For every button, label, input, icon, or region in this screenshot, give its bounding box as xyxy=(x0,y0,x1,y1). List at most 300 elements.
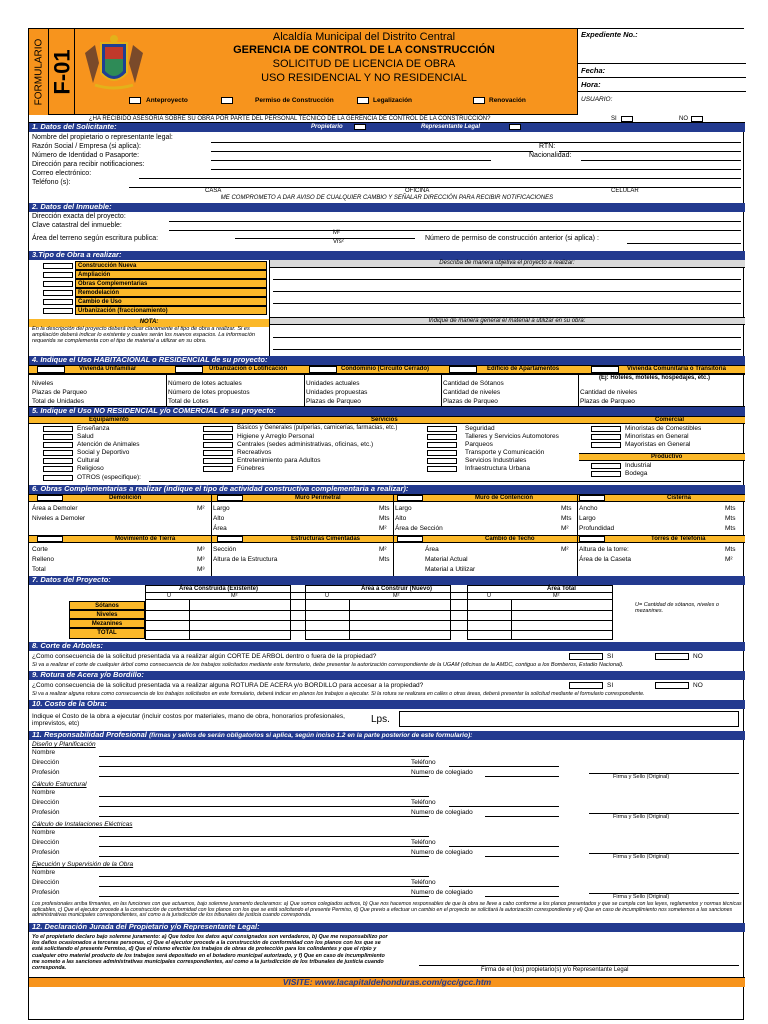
s6-h-demolicion: Demolición xyxy=(109,495,142,501)
header-title-4: USO RESIDENCIAL Y NO RESIDENCIAL xyxy=(261,71,467,84)
s9-note: Si va a realizar alguna rotura como consecuencia de los trabajos solicitados en este formulario, deberá indicar en planos los trabajos a ejecutar. Si la rotura se realizara en calles o otras áreas, deberá presentar la solicitud mediante el formulario correspondiente. xyxy=(32,691,645,697)
asesoria-no-checkbox[interactable] xyxy=(691,116,703,122)
section-7-bar xyxy=(29,576,745,585)
s6-unit: M² xyxy=(379,546,387,553)
s11-direccion: Dirección xyxy=(32,839,60,846)
s3-type-label: Construcción Nueva xyxy=(78,263,137,269)
section-10-bar xyxy=(29,700,745,709)
s5-sv1-checkbox[interactable] xyxy=(203,466,233,472)
s6-unit: Mts xyxy=(379,556,390,563)
s7-u: U xyxy=(325,593,329,599)
s11-group-title: Ejecución y Supervisión de la Obra xyxy=(32,861,134,868)
s1-field-telefono: Teléfono (s): xyxy=(32,179,71,186)
s3-type-label: Cambio de Uso xyxy=(78,299,122,305)
section-3-title: 3.Tipo de Obra a realizar: xyxy=(32,250,122,259)
s6-unit: Mts xyxy=(379,515,390,522)
s5-eq-checkbox[interactable] xyxy=(43,434,73,440)
s5-sv2-checkbox[interactable] xyxy=(427,426,457,432)
s6-mov-checkbox[interactable] xyxy=(37,536,63,542)
s11-direccion: Dirección xyxy=(32,879,60,886)
s5-prod-checkbox[interactable] xyxy=(591,471,621,477)
section-4-bar xyxy=(29,356,745,365)
s3-describe-line[interactable] xyxy=(273,291,741,292)
section-4-title: 4. Indique el Uso HABITACIONAL o RESIDENCIAL de su proyecto: xyxy=(32,355,268,364)
s3-type-item xyxy=(75,279,267,288)
s6-h-techo: Cambio de Techo xyxy=(485,536,535,542)
section-1-bar xyxy=(29,123,745,132)
s8-si-checkbox[interactable] xyxy=(569,653,603,660)
s7-h2: Área a Construir (Nuevo) xyxy=(361,586,433,592)
s1-field-nombre: Nombre del propietario o representante legal: xyxy=(32,134,173,141)
s1-field-identidad: Número de Identidad o Pasaporte: xyxy=(32,152,140,159)
asesoria-si-checkbox[interactable] xyxy=(621,116,633,122)
s4-col-label: Urbanización o Lotificación xyxy=(209,366,288,372)
s3-type-label: Remodelación xyxy=(78,290,120,296)
s6-dem-checkbox[interactable] xyxy=(37,495,63,501)
s2-input-direccion[interactable] xyxy=(169,221,741,222)
s5-h-comercial: Comercial xyxy=(655,417,685,423)
permiso-label: Permiso de Construcción xyxy=(255,97,334,104)
s5-eq-label: Cultural xyxy=(77,457,100,464)
s11-colegiado: Numero de colegiado xyxy=(411,889,473,896)
s6-unit: Mts xyxy=(725,515,736,522)
s7-h1: Área Construida (Existente) xyxy=(179,586,259,592)
section-9-bar xyxy=(29,671,745,680)
s3-material-line[interactable] xyxy=(273,349,741,350)
s1-input-razon[interactable] xyxy=(211,151,533,152)
hora-label: Hora: xyxy=(581,80,601,89)
celular-label: CELULAR xyxy=(611,188,639,194)
s11-profesion: Profesión xyxy=(32,769,60,776)
s5-com-label: Minoristas de Comestibles xyxy=(625,425,702,432)
asesoria-no-label: NO xyxy=(679,116,688,122)
s4-grid xyxy=(29,374,745,407)
s5-sv2-label: Talleres y Servicios Automotores xyxy=(465,433,559,440)
s4-col-checkbox[interactable] xyxy=(175,366,203,373)
s4-c5-row: Cantidad de niveles xyxy=(580,389,638,396)
s3-type-checkbox[interactable] xyxy=(43,263,73,269)
s3-type-checkbox[interactable] xyxy=(43,272,73,278)
s7-row-text: Niveles xyxy=(96,612,118,618)
s4-c2-row: Número de lotes propuestos xyxy=(168,389,250,396)
s11-input[interactable] xyxy=(99,796,429,797)
s3-nota-text: En la descripción del proyecto deberá indicar claramente el tipo de obra a realizar. Si es ampliación deberá indicar lo existente y cuales serán los nuevos espacios. La información requerida se complementa con el tipo de material a utilizar en su obra. xyxy=(32,326,255,344)
propietario-label: Propietario xyxy=(311,124,343,130)
s12-signature-line[interactable] xyxy=(419,965,739,966)
s6-mov-row: Total xyxy=(32,566,46,573)
s9-si-checkbox[interactable] xyxy=(569,682,603,689)
s5-sv1-checkbox[interactable] xyxy=(203,426,233,432)
header-titles xyxy=(149,31,579,85)
s8-question: ¿Como consecuencia de la solicitud presentada va a realizar algún CORTE DE ARBOL dentro o fuera de la propiedad? xyxy=(32,653,377,660)
s3-type-label: Ampliación xyxy=(78,272,111,278)
s6-cis-row: Largo xyxy=(579,515,596,522)
s5-sv2-label: Transporte y Comunicación xyxy=(465,449,545,456)
s2-permiso-label: Número de permiso de construcción anterior (si aplica) : xyxy=(425,235,599,242)
s5-sv2-checkbox[interactable] xyxy=(427,458,457,464)
representante-checkbox[interactable] xyxy=(509,124,521,130)
s6-mov-row: Corte xyxy=(32,546,48,553)
s5-prod-label: Industrial xyxy=(625,462,652,469)
s3-type-item xyxy=(75,261,267,270)
s11-input[interactable] xyxy=(99,846,429,847)
s6-est-row: Sección xyxy=(213,546,237,553)
expediente-label: Expediente No.: xyxy=(581,30,638,39)
s3-type-label: Urbanización (fraccionamiento) xyxy=(78,308,168,314)
s5-com-label: Mayoristas en General xyxy=(625,441,691,448)
anteproyecto-label: Anteproyecto xyxy=(146,97,188,104)
s3-type-checkbox[interactable] xyxy=(43,281,73,287)
s5-eq-checkbox[interactable] xyxy=(43,450,73,456)
s11-input[interactable] xyxy=(99,836,429,837)
s7-row-label xyxy=(69,619,145,628)
s6-muro-row: Área xyxy=(213,525,227,532)
header-title-1: Alcaldía Municipal del Distrito Central xyxy=(272,31,456,43)
section-11-note: (firmas y sellos de serán obligatorios si aplica, según inciso 1.2 en la parte posterior de este formulario): xyxy=(149,732,473,739)
s5-sv2-checkbox[interactable] xyxy=(427,442,457,448)
s6-h-movimiento: Movimiento de Tierra xyxy=(115,536,176,542)
s6-est-row: Altura de la Estructura xyxy=(213,556,278,563)
s8-si-label: SI xyxy=(607,653,614,660)
s11-group-title: Cálculo de Instalaciones Eléctricas xyxy=(32,821,133,828)
legalizacion-label: Legalización xyxy=(373,97,413,104)
s3-type-item xyxy=(75,270,267,279)
s5-eq-label: Atención de Animales xyxy=(77,441,140,448)
s11-input[interactable] xyxy=(485,776,559,777)
s6-cont-row: Largo xyxy=(395,505,412,512)
usuario-label: USUARIO: xyxy=(581,96,613,103)
s11-colegiado: Numero de colegiado xyxy=(411,769,473,776)
s7-m2: M² xyxy=(393,593,400,599)
s5-com-label: Minoristas en General xyxy=(625,433,689,440)
s11-input[interactable] xyxy=(99,776,429,777)
s9-no-checkbox[interactable] xyxy=(655,682,689,689)
s11-profesion: Profesión xyxy=(32,849,60,856)
s11-input[interactable] xyxy=(449,886,559,887)
s3-material-line[interactable] xyxy=(273,337,741,338)
s5-prod-label: Bodega xyxy=(625,470,648,477)
s5-eq-checkbox[interactable] xyxy=(43,426,73,432)
s5-sv1-label: Centrales (sedes administrativas, oficinas, etc.) xyxy=(237,441,374,448)
s6-h-contencion: Muro de Contención xyxy=(475,495,533,501)
s3-type-checkbox[interactable] xyxy=(43,299,73,305)
s11-profesion: Profesión xyxy=(32,889,60,896)
rtn-label: RTN: xyxy=(539,143,556,150)
s10-cost-input[interactable] xyxy=(399,711,739,727)
s11-legal-text: Los profesionales arriba firmantes, en las funciones con que actuamos, bajo solemne juramento declaramos: a) Que somos colegiados activos, b) Que nos hacemos responsables de que la obra se lleve a cabo conforme a los planos presentados y que se cumpla con las leyes, reglamentos y normas técnicas aplicables, c) Que el ejecutor procede a la construcción de conformidad con los planos con los que se está solicitando el presente Permiso, d) Que previo a efectuar un cambio en el proyecto se solicitará la autorización correspondiente y el) Que en caso de incumplimiento nos sometemos a las sanciones administrativas municipales correspondientes, así como a la jurisdicción de los tribunales de justicia cuando corresponda. xyxy=(32,901,742,919)
s6-techo-checkbox[interactable] xyxy=(397,536,423,542)
s1-input-direccion[interactable] xyxy=(211,169,741,170)
s9-question: ¿Como consecuencia de la solicitud presentada va a realizar alguna ROTURA DE ACERA y/o BORDILLO para accesar a la propiedad? xyxy=(32,682,424,689)
fecha-label: Fecha: xyxy=(581,66,606,75)
oficina-label: OFICINA xyxy=(405,188,430,194)
s6-dem-row: Área a Demoler xyxy=(32,505,78,512)
s11-nombre: Nombre xyxy=(32,789,56,796)
s7-row-text: TOTAL xyxy=(97,630,117,636)
s11-input[interactable] xyxy=(449,846,559,847)
section-6-bar xyxy=(29,485,745,494)
s5-prod-checkbox[interactable] xyxy=(591,463,621,469)
s11-input[interactable] xyxy=(485,896,559,897)
s3-type-checkbox[interactable] xyxy=(43,290,73,296)
section-3-bar xyxy=(29,251,745,260)
s11-input[interactable] xyxy=(99,816,429,817)
s11-input[interactable] xyxy=(99,806,429,807)
municipal-crest-icon xyxy=(81,33,147,91)
s11-input[interactable] xyxy=(99,896,429,897)
s5-h-servicios: Servicios xyxy=(371,417,398,423)
s4-c4-row: Cantidad de Sótanos xyxy=(443,380,504,387)
s6-muro-checkbox[interactable] xyxy=(217,495,243,501)
s8-no-label: NO xyxy=(693,653,703,660)
s6-tech-row: Material a Utilizar xyxy=(425,566,476,573)
s5-sv1-label: Fúnebres xyxy=(237,465,265,472)
asesoria-question: ¿HA RECIBIDO ASESORIA SOBRE SU OBRA POR PARTE DEL PERSONAL TECNICO DE LA GERENCIA DE CONTROL DE LA CONSTRUCCION? xyxy=(89,116,491,122)
section-1-title: 1. Datos del Solicitante: xyxy=(32,122,117,131)
footer-visit-link[interactable]: VISITE: www.lacapitaldehonduras.com/gcc/gcc.htm xyxy=(282,977,492,987)
s5-sv1-label: Básicos y Generales (pulperías, carnicerías, farmacias, etc.) xyxy=(237,425,398,431)
s6-unit: M² xyxy=(561,546,569,553)
s1-input-correo[interactable] xyxy=(139,178,741,179)
s6-unit: Mts xyxy=(725,525,736,532)
s11-firma-label: Firma y Sello (Original) xyxy=(613,894,670,900)
s11-nombre: Nombre xyxy=(32,869,56,876)
s4-c2-row: Número de lotes actuales xyxy=(168,380,242,387)
s6-unit: M² xyxy=(561,525,569,532)
form-vertical-label: FORMULARIO xyxy=(32,38,44,106)
s7-u: U xyxy=(487,593,491,599)
s4-c1-row: Total de Unidades xyxy=(32,398,85,405)
s6-unit: M² xyxy=(197,505,205,512)
s5-sv1-checkbox[interactable] xyxy=(203,458,233,464)
s4-col-label: Edificio de Apartamentos xyxy=(487,366,560,372)
form-vertical-label-box xyxy=(29,29,49,115)
s5-h-productivo: Productivo xyxy=(651,454,683,460)
s3-nota-label: NOTA: xyxy=(29,319,269,327)
form-code: F-01 xyxy=(48,49,74,95)
s4-col-checkbox[interactable] xyxy=(591,366,619,373)
s6-unit: M² xyxy=(379,525,387,532)
representante-label: Representante Legal xyxy=(421,124,481,130)
s5-eq-label: Social y Deportivo xyxy=(77,449,130,456)
section-9-title: 9. Rotura de Acera y/o Bordillo: xyxy=(32,670,144,679)
s5-sv2-checkbox[interactable] xyxy=(427,450,457,456)
s5-eq-checkbox[interactable] xyxy=(43,442,73,448)
s5-otros-input[interactable] xyxy=(149,481,741,482)
casa-label: CASA xyxy=(205,188,222,194)
registry-box xyxy=(577,29,745,115)
s11-input[interactable] xyxy=(99,876,429,877)
section-5-title: 5. Indique el Uso NO RESIDENCIAL y/o COMERCIAL de su proyecto: xyxy=(32,406,276,415)
s6-unit: M³ xyxy=(197,556,205,563)
legalizacion-checkbox[interactable] xyxy=(357,97,369,104)
s3-type-item xyxy=(75,306,267,315)
s5-sv2-label: Parqueos xyxy=(465,441,493,448)
anteproyecto-checkbox[interactable] xyxy=(129,97,141,104)
s5-eq-label: Salud xyxy=(77,433,94,440)
section-11-title: 11. Responsabilidad Profesional xyxy=(32,730,147,739)
s1-input-nombre[interactable] xyxy=(211,142,741,143)
rtn-input[interactable] xyxy=(559,151,741,152)
s5-com-checkbox[interactable] xyxy=(591,442,621,448)
s4-col-label: Vivienda Unifamiliar xyxy=(79,366,137,372)
s6-muro-row: Largo xyxy=(213,505,230,512)
section-12-bar xyxy=(29,923,745,932)
s5-sv1-checkbox[interactable] xyxy=(203,434,233,440)
s5-sv1-label: Higiene y Arreglo Personal xyxy=(237,433,314,440)
footer-visit[interactable] xyxy=(29,977,745,987)
s11-input[interactable] xyxy=(99,856,429,857)
s4-c1-row: Plazas de Parqueo xyxy=(32,389,87,396)
s4-col-label: Vivienda Comunitaria o Transitoria xyxy=(627,366,726,372)
s6-unit: Mts xyxy=(725,546,736,553)
s3-describa: Describa de manera objetiva el proyecto a realizar: xyxy=(269,260,745,268)
s3-describe-line[interactable] xyxy=(273,303,741,304)
s1-field-razon: Razón Social / Empresa (si aplica): xyxy=(32,143,141,150)
s11-telefono: Teléfono xyxy=(411,759,436,766)
s6-tech-row: Área xyxy=(425,546,439,553)
s5-com-checkbox[interactable] xyxy=(591,426,621,432)
s5-otros-label: OTROS (especifique): xyxy=(77,474,141,481)
header-title-2: GERENCIA DE CONTROL DE LA CONSTRUCCIÓN xyxy=(233,43,495,56)
s6-h-cisterna: Cisterna xyxy=(667,495,692,501)
section-8-title: 8. Corte de Arboles: xyxy=(32,641,103,650)
section-10-title: 10. Costo de la Obra: xyxy=(32,699,108,708)
s6-unit: Mts xyxy=(379,505,390,512)
s11-input[interactable] xyxy=(449,806,559,807)
nacionalidad-label: Nacionalidad: xyxy=(529,152,572,159)
s5-sv2-checkbox[interactable] xyxy=(427,434,457,440)
s11-input[interactable] xyxy=(449,766,559,767)
s6-tech-row: Material Actual xyxy=(425,556,468,563)
section-5-bar xyxy=(29,407,745,416)
s6-muro-row: Alto xyxy=(213,515,225,522)
propietario-checkbox[interactable] xyxy=(354,124,366,130)
s6-cont-checkbox[interactable] xyxy=(397,495,423,501)
s11-colegiado: Numero de colegiado xyxy=(411,809,473,816)
s5-sv1-checkbox[interactable] xyxy=(203,450,233,456)
s7-row-text: Sótanos xyxy=(95,603,119,609)
s4-col-checkbox[interactable] xyxy=(449,366,477,373)
section-11-bar xyxy=(29,731,745,740)
s5-sv2-label: Seguridad xyxy=(465,425,495,432)
s6-est-checkbox[interactable] xyxy=(217,536,243,542)
s11-direccion: Dirección xyxy=(32,759,60,766)
section-6-title: 6. Obras Complementarias a realizar (indique el tipo de actividad constructiva complementaria a realizar): xyxy=(32,484,409,493)
renovacion-checkbox[interactable] xyxy=(473,97,485,104)
s2-permiso-input[interactable] xyxy=(627,243,741,244)
s3-type-checkbox[interactable] xyxy=(43,308,73,314)
s3-type-item xyxy=(75,288,267,297)
s4-col-checkbox[interactable] xyxy=(37,366,65,373)
s3-type-item xyxy=(75,297,267,306)
s6-unit: Mts xyxy=(561,505,572,512)
s4-c2-row: Total de Lotes xyxy=(168,398,209,405)
s11-firma-label: Firma y Sello (Original) xyxy=(613,854,670,860)
section-7-title: 7. Datos del Proyecto: xyxy=(32,575,111,584)
s4-col-label: Condominio (Circuito Cerrado) xyxy=(341,366,429,372)
s4-ej-note: (Ej: Hoteles, moteles, hospedajes, etc.) xyxy=(599,375,711,381)
s6-unit: Mts xyxy=(725,505,736,512)
s5-eq-checkbox[interactable] xyxy=(43,458,73,464)
s2-field-direccion: Dirección exacta del proyecto: xyxy=(32,213,126,220)
section-2-title: 2. Datos del Inmueble: xyxy=(32,202,112,211)
s11-profesion: Profesión xyxy=(32,809,60,816)
s8-no-checkbox[interactable] xyxy=(655,653,689,660)
s5-otros-checkbox[interactable] xyxy=(43,475,73,481)
s1-input-identidad[interactable] xyxy=(211,160,491,161)
s1-field-correo: Correo electrónico: xyxy=(32,170,92,177)
s7-existing-grid[interactable] xyxy=(145,585,291,640)
s7-row-label xyxy=(69,610,145,619)
s7-total-grid[interactable] xyxy=(467,585,613,640)
s6-h-estructuras: Estructuras Cimentadas xyxy=(291,536,361,542)
s5-com-checkbox[interactable] xyxy=(591,434,621,440)
s6-h-muro: Muro Perimetral xyxy=(295,495,341,501)
s6-cis-row: Profundidad xyxy=(579,525,615,532)
s2-input-area-m2[interactable] xyxy=(235,238,415,239)
s6-cont-row: Área de Sección xyxy=(395,525,443,532)
s4-c3-row: Plazas de Parqueo xyxy=(306,398,361,405)
s11-telefono: Teléfono xyxy=(411,879,436,886)
s6-unit: Mts xyxy=(561,515,572,522)
s11-colegiado: Numero de colegiado xyxy=(411,849,473,856)
s5-sv1-checkbox[interactable] xyxy=(203,442,233,448)
s3-type-label: Obras Complementarias xyxy=(78,281,148,287)
s7-note: U= Cantidad de sótanos, niveles o mezanines. xyxy=(635,602,719,615)
s7-new-grid[interactable] xyxy=(305,585,451,640)
s11-nombre: Nombre xyxy=(32,829,56,836)
s11-telefono: Teléfono xyxy=(411,839,436,846)
s11-firma-label: Firma y Sello (Original) xyxy=(613,814,670,820)
s5-eq-checkbox[interactable] xyxy=(43,466,73,472)
s2-field-clave: Clave catastral del inmueble: xyxy=(32,222,122,229)
s4-c5-row: Plazas de Parqueo xyxy=(580,398,635,405)
s3-describe-line[interactable] xyxy=(273,279,741,280)
s6-dem-row: Niveles a Demoler xyxy=(32,515,86,522)
s7-h3: Área Total xyxy=(547,586,576,592)
nacionalidad-input[interactable] xyxy=(581,160,741,161)
s2-input-clave[interactable] xyxy=(169,230,741,231)
s11-input[interactable] xyxy=(485,856,559,857)
permiso-checkbox[interactable] xyxy=(221,97,233,104)
s11-input[interactable] xyxy=(485,816,559,817)
asesoria-si-label: SI xyxy=(611,116,617,122)
s5-sv2-checkbox[interactable] xyxy=(427,466,457,472)
s6-torre-checkbox[interactable] xyxy=(579,536,605,542)
header-title-3: SOLICITUD DE LICENCIA DE OBRA xyxy=(272,58,456,71)
s6-cis-checkbox[interactable] xyxy=(579,495,605,501)
s4-c4-row: Plazas de Parqueo xyxy=(443,398,498,405)
s6-tor-row: Área de la Caseta xyxy=(579,556,632,563)
s6-tor-row: Altura de la torre: xyxy=(579,546,629,553)
s7-row-label xyxy=(69,601,145,610)
s6-h-torres: Torres de Telefonía xyxy=(651,536,706,542)
s11-nombre: Nombre xyxy=(32,749,56,756)
s2-m2-label: M² xyxy=(333,230,340,236)
s11-input[interactable] xyxy=(99,756,429,757)
s5-sv2-label: Infraestructura Urbana xyxy=(465,465,531,472)
s11-telefono: Teléfono xyxy=(411,799,436,806)
s11-input[interactable] xyxy=(99,766,429,767)
s11-input[interactable] xyxy=(99,886,429,887)
s1-field-direccion: Dirección para recibir notificaciones: xyxy=(32,161,145,168)
s9-si-label: SI xyxy=(607,682,614,689)
s1-note: ME COMPROMETO A DAR AVISO DE CUALQUIER CAMBIO Y SEÑALAR DIRECCIÓN PARA RECIBIR NOTIFICACIONES xyxy=(220,195,554,201)
s4-col-checkbox[interactable] xyxy=(309,366,337,373)
s5-h-equipamiento: Equipamiento xyxy=(89,417,129,423)
s7-row-label xyxy=(69,628,145,639)
